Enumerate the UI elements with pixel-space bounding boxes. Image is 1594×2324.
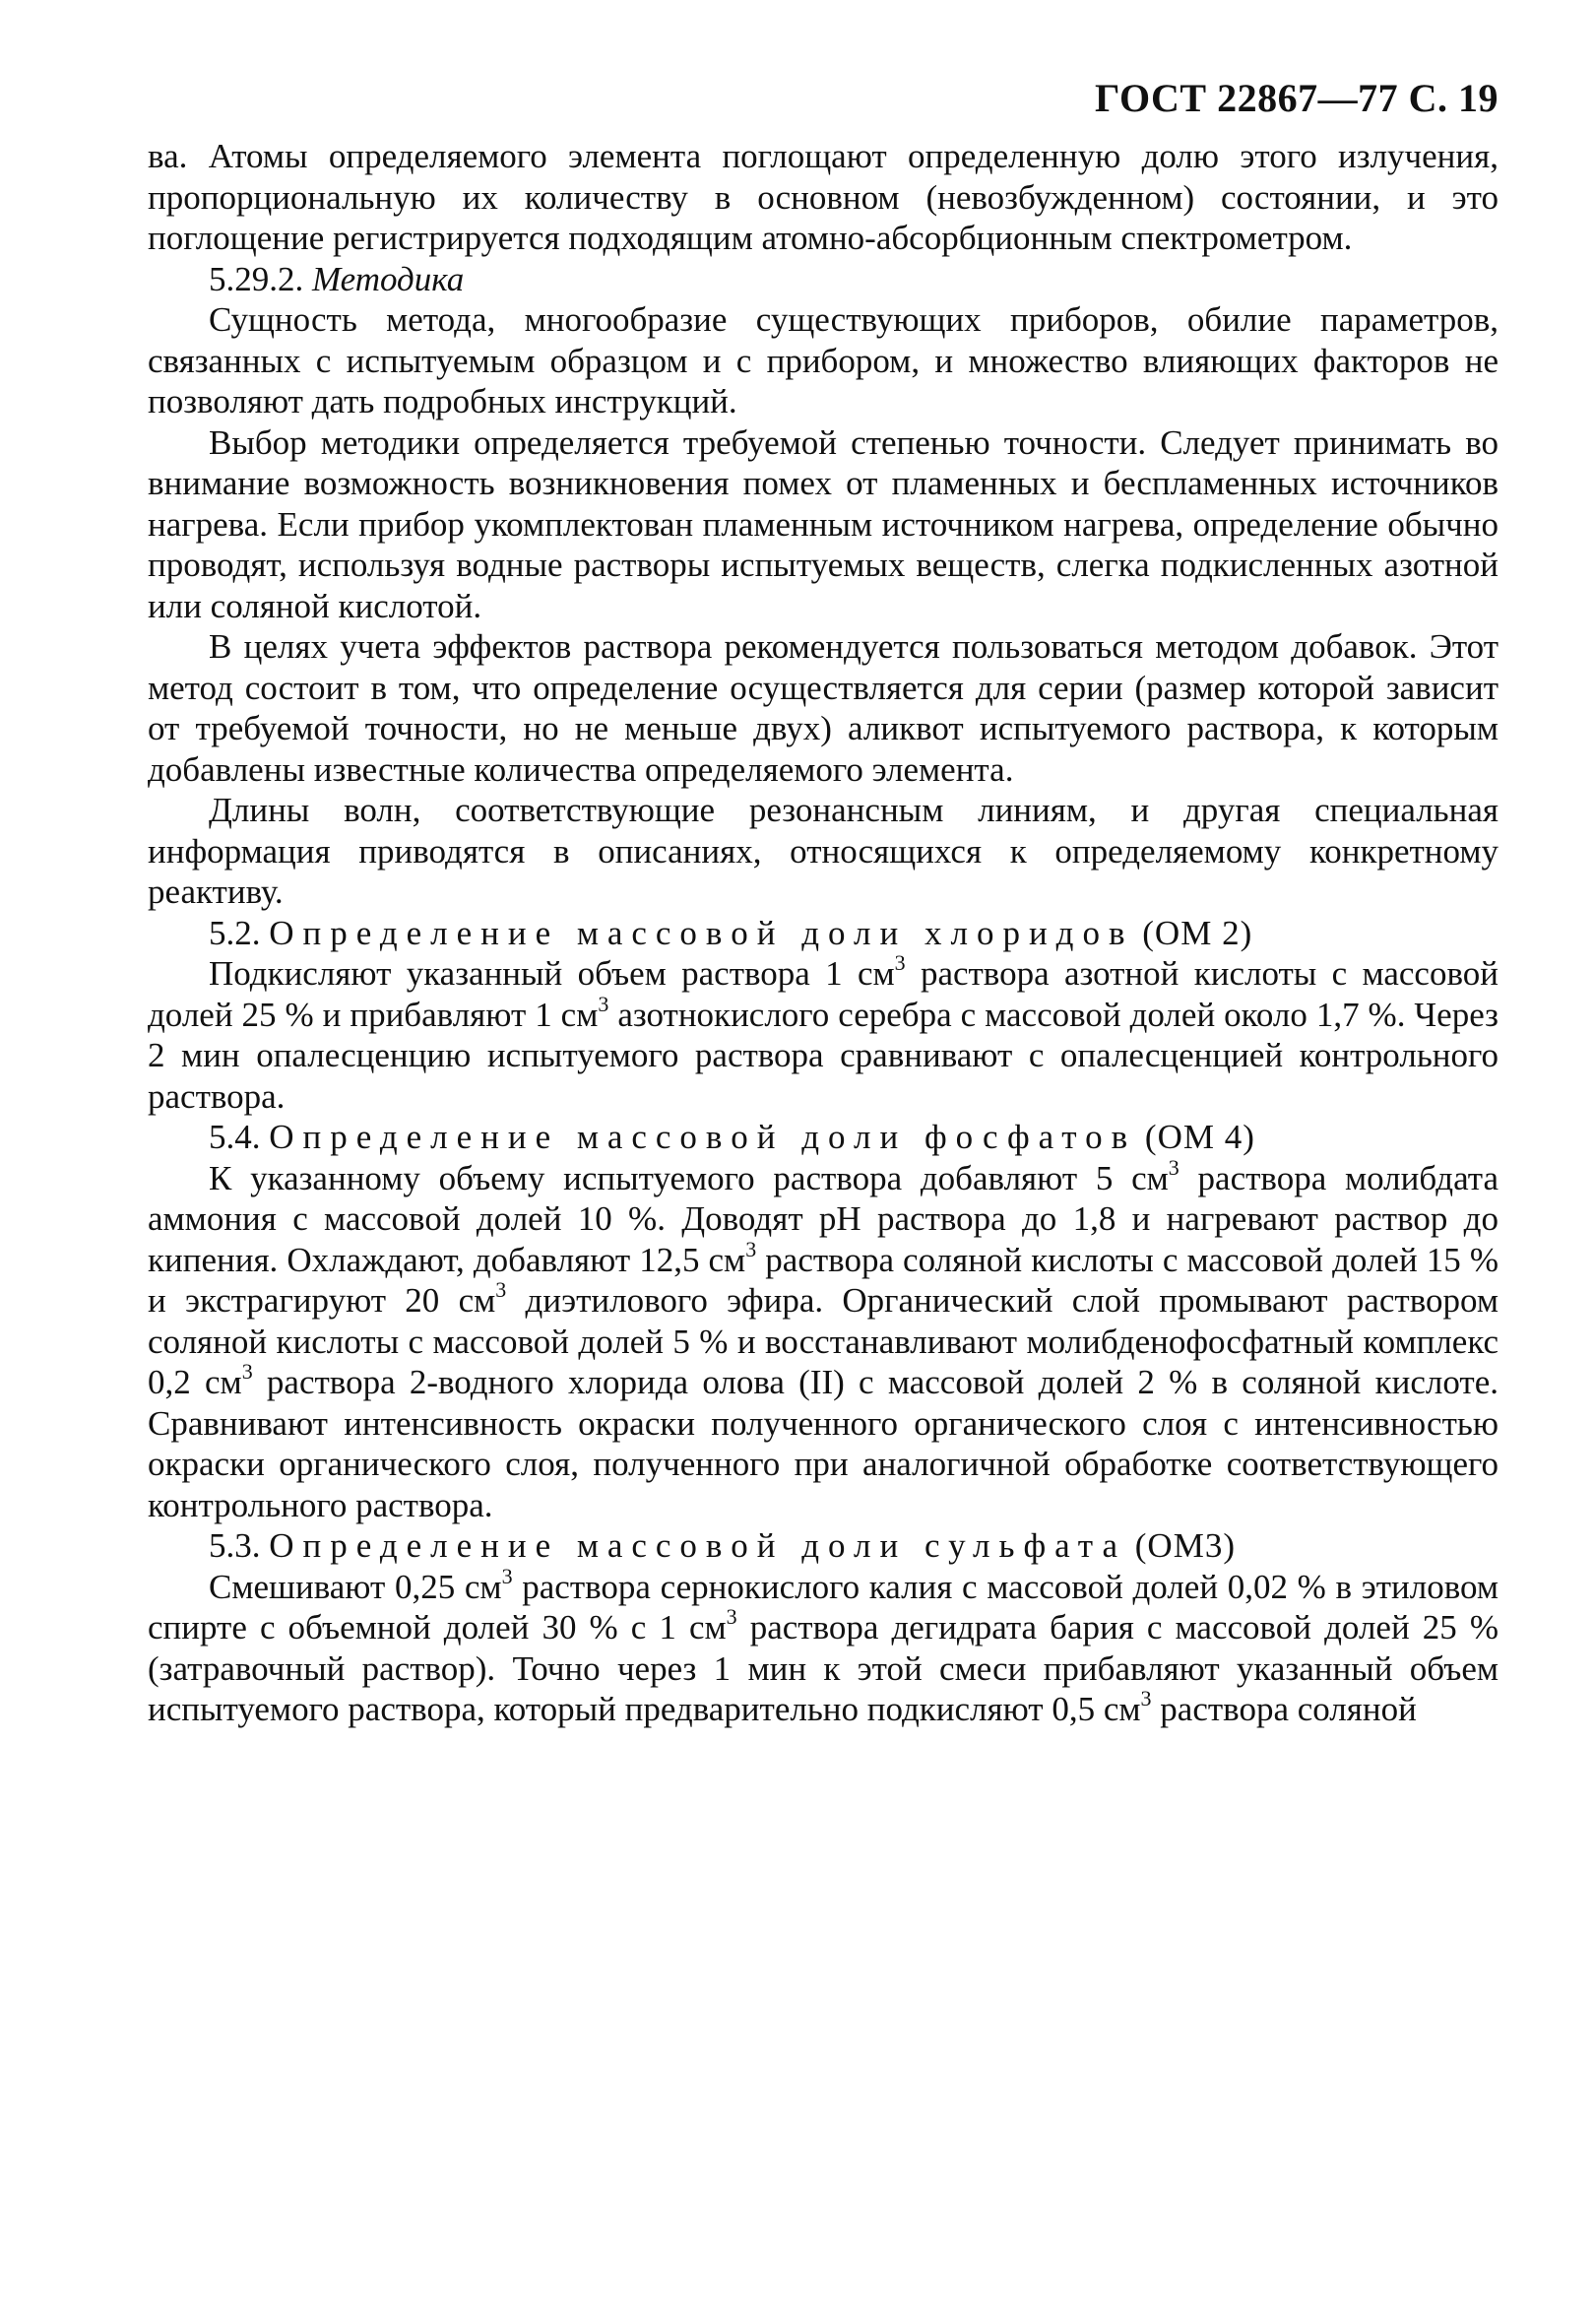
section-number: 5.29.2. xyxy=(209,259,304,298)
section-number: 5.2. xyxy=(209,913,261,952)
section-title: Определение массовой доли сульфата xyxy=(269,1526,1127,1565)
section-title: Определение массовой доли хлоридов xyxy=(269,913,1134,952)
section-5-3-heading xyxy=(148,1525,1498,1567)
paragraph-additions-method: В целях учета эффектов раствора рекомендуется пользоваться методом добавок. Этот метод состоит в том, что определение осуществляется для серии (размер которой зависит от требуемой точности, но не меньше двух) аликвот испытуемого раствора, к которым добавлены известные количества определяемого элемента. xyxy=(148,627,1498,789)
paragraph-wavelengths: Длины волн, соответствующие резонансным линиям, и другая специальная информация приводятся в описаниях, относящихся к определяемому конкретному реактиву. xyxy=(148,791,1498,911)
section-code: (ОМ3) xyxy=(1134,1526,1236,1565)
section-5-29-2-heading xyxy=(148,259,1498,300)
paragraph-chlorides: Подкисляют указанный объем раствора 1 $см^3$ раствора азотной кислоты с массовой долей 25 % и прибавляют 1 $см^3$ азотнокислого серебра с массовой долей около 1,7 %. Через 2 мин опалесценцию испытуемого раствора сравнивают с опалесценцией контрольного раствора. xyxy=(148,950,1498,1116)
paragraph-sulfate: Смешивают 0,25 $см^3$ раствора сернокислого калия с массовой долей 0,02 % в этиловом спирте с объемной долей 30 % с 1 $см^3$ раствора дегидрата бария с массовой долей 25 % (затравочный раствор). Точно через 1 мин к этой смеси прибавляют указанный объем испытуемого раствора, который предварительно подкисляют 0,5 $см^3$ раствора соляной xyxy=(148,1563,1498,1728)
paragraph-method-choice: Выбор методики определяется требуемой степенью точности. Следует принимать во внимание возможность возникновения помех от пламенных и беспламенных источников нагрева. Если прибор укомплектован пламенным источником нагрева, определение обычно проводят, используя водные растворы испытуемых веществ, слегка подкисленных азотной или соляной кислотой. xyxy=(148,422,1498,625)
paragraph-method-essence: Сущность метода, многообразие существующих приборов, обилие параметров, связанных с испытуемым образцом и с прибором, и множество влияющих факторов не позволяют дать подробных инструкций. xyxy=(148,300,1498,420)
section-number: 5.4. xyxy=(209,1118,261,1156)
section-5-4-heading xyxy=(148,1117,1498,1158)
section-code: (ОМ 4) xyxy=(1144,1118,1255,1156)
section-number: 5.3. xyxy=(209,1526,261,1565)
paragraph-continuation: ва. Атомы определяемого элемента поглощают определенную долю этого излучения, пропорциональную их количеству в основном (невозбужденном) состоянии, и это поглощение регистрируется подходящим атомно-абсорбционным спектрометром. xyxy=(148,137,1498,257)
section-code: (ОМ 2) xyxy=(1142,913,1253,952)
section-title: Методика xyxy=(312,259,465,298)
paragraph-phosphates: К указанному объему испытуемого раствора добавляют 5 $см^3$ раствора молибдата аммония с массовой долей 10 %. Доводят pH раствора до 1,8 и нагревают раствор до кипения. Охлаждают, добавляют 12,5 $см^3$ раствора соляной кислоты с массовой долей 15 % и экстрагируют 20 $см^3$ диэтилового эфира. Органический слой промывают раствором соляной кислоты с массовой долей 5 % и восстанавливают молибденофосфатный комплекс 0,2 $см^3$ раствора 2-водного хлорида олова (II) с массовой долей 2 % в соляной кислоте. Сравнивают интенсивность окраски полученного органического слоя с интенсивностью окраски органического слоя, полученного при аналогичной обработке соответствующего контрольного раствора. xyxy=(148,1154,1499,1524)
section-5-2-heading xyxy=(148,913,1498,954)
document-page xyxy=(148,71,1498,1730)
page-header: ГОСТ 22867—77 С. 19 xyxy=(1094,76,1498,120)
section-title: Определение массовой доли фосфатов xyxy=(269,1118,1137,1156)
